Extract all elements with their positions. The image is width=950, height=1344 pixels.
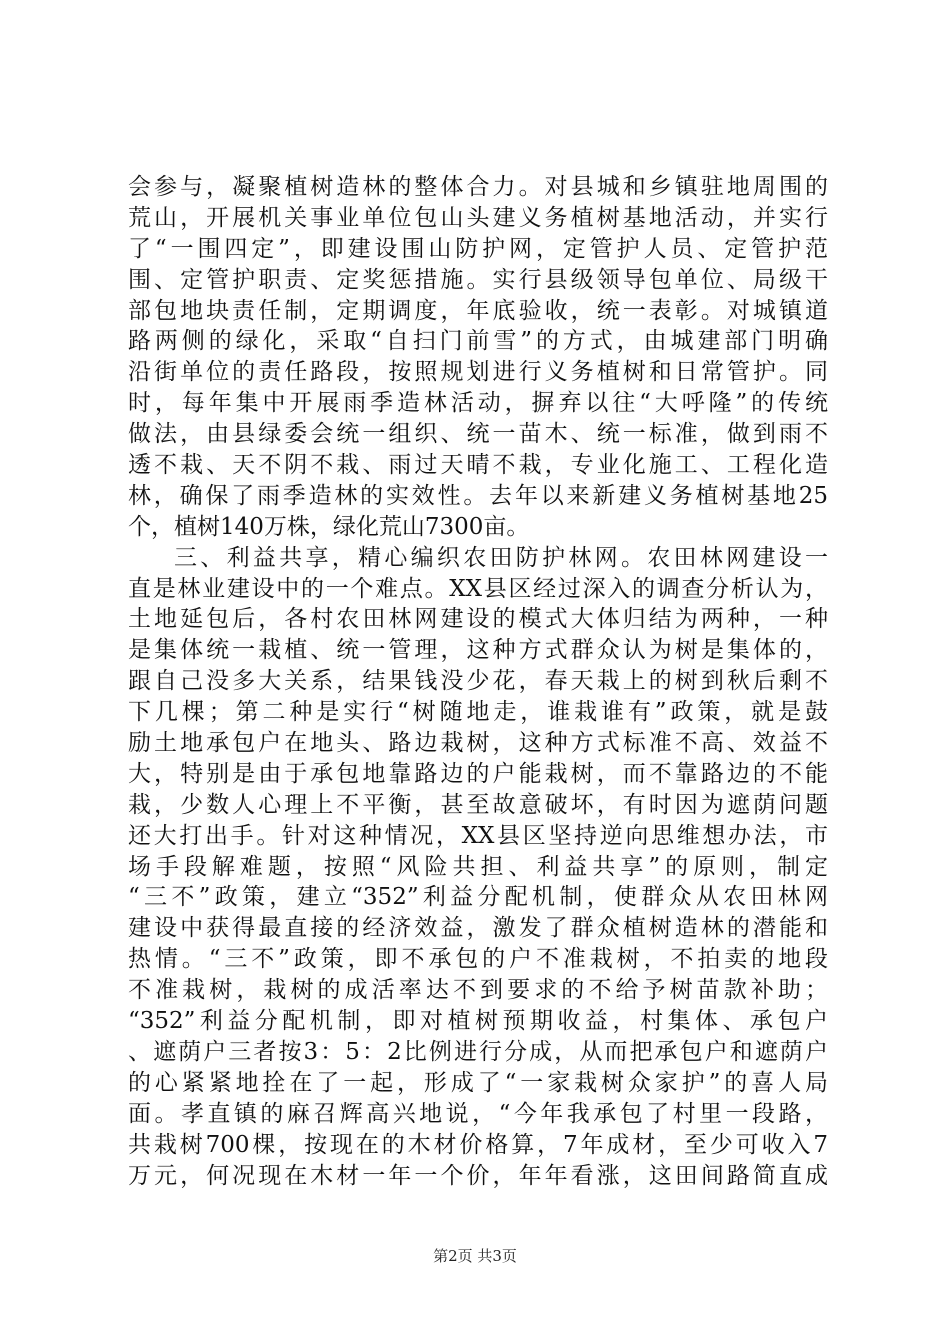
text-line: 场手段解难题，按照“风险共担、利益共享”的原则，制定: [128, 853, 828, 880]
text-line: 跟自己没多大关系，结果钱没少花，春天栽上的树到秋后剩不: [128, 668, 828, 695]
text-line: 时，每年集中开展雨季造林活动，摒弃以往“大呼隆”的传统: [128, 390, 828, 417]
text-line: 了“一围四定”，即建设围山防护网，定管护人员、定管护范: [128, 235, 828, 262]
text-line: 、遮荫户三者按3：5：2比例进行分成，从而把承包户和遮荫户: [128, 1038, 828, 1065]
text-line: 部包地块责任制，定期调度，年底验收，统一表彰。对城镇道: [128, 297, 828, 324]
text-line: 个，植树140万株，绿化荒山7300亩。: [128, 513, 530, 540]
text-line: 沿街单位的责任路段，按照规划进行义务植树和日常管护。同: [128, 359, 828, 386]
text-line: 土地延包后，各村农田林网建设的模式大体归结为两种，一种: [128, 606, 828, 633]
text-line: 的心紧紧地拴在了一起，形成了“一家栽树众家护”的喜人局: [128, 1069, 828, 1096]
text-line: 透不栽、天不阴不栽、雨过天晴不栽，专业化施工、工程化造: [128, 452, 828, 479]
text-line: 围、定管护职责、定奖惩措施。实行县级领导包单位、局级干: [128, 266, 828, 293]
text-line: 面。孝直镇的麻召辉高兴地说，“今年我承包了村里一段路，: [128, 1100, 828, 1127]
text-line: 是集体统一栽植、统一管理，这种方式群众认为树是集体的，: [128, 637, 828, 664]
text-line: 建设中获得最直接的经济效益，激发了群众植树造林的潜能和: [128, 915, 828, 942]
text-line: 荒山，开展机关事业单位包山头建义务植树基地活动，并实行: [128, 204, 828, 231]
text-line: 林，确保了雨季造林的实效性。去年以来新建义务植树基地25: [128, 482, 828, 509]
text-line: 直是林业建设中的一个难点。XX县区经过深入的调查分析认为，: [128, 575, 828, 602]
page-number-footer: 第2页 共3页: [433, 1247, 517, 1265]
document-body: [128, 172, 828, 1191]
text-line: “352”利益分配机制，即对植树预期收益，村集体、承包户: [128, 1008, 828, 1035]
text-line: 下几棵；第二种是实行“树随地走，谁栽谁有”政策，就是鼓: [128, 699, 828, 726]
text-line: 会参与，凝聚植树造林的整体合力。对县城和乡镇驻地周围的: [128, 174, 828, 200]
text-line: 不准栽树，栽树的成活率达不到要求的不给予树苗款补助；: [128, 977, 828, 1004]
text-line: 大，特别是由于承包地靠路边的户能栽树，而不靠路边的不能: [128, 760, 828, 787]
text-line: 励土地承包户在地头、路边栽树，这种方式标准不高、效益不: [128, 730, 828, 757]
text-line: 做法，由县绿委会统一组织、统一苗木、统一标准，做到雨不: [128, 421, 828, 448]
text-line: 共栽树700棵，按现在的木材价格算，7年成材，至少可收入7: [128, 1131, 828, 1158]
text-line: 栽，少数人心理上不平衡，甚至故意破坏，有时因为遮荫问题: [128, 791, 828, 818]
text-line: “三不”政策，建立“352”利益分配机制，使群众从农田林网: [128, 884, 828, 911]
text-line: 万元，何况现在木材一年一个价，年年看涨，这田间路简直成: [128, 1162, 828, 1189]
text-line: 还大打出手。针对这种情况，XX县区坚持逆向思维想办法，市: [128, 822, 828, 849]
text-line: 热情。“三不”政策，即不承包的户不准栽树，不拍卖的地段: [128, 946, 828, 973]
section-heading-line: 三、利益共享，精心编织农田防护林网。农田林网建设一: [174, 544, 828, 571]
text-line: 路两侧的绿化，采取“自扫门前雪”的方式，由城建部门明确: [128, 328, 828, 355]
